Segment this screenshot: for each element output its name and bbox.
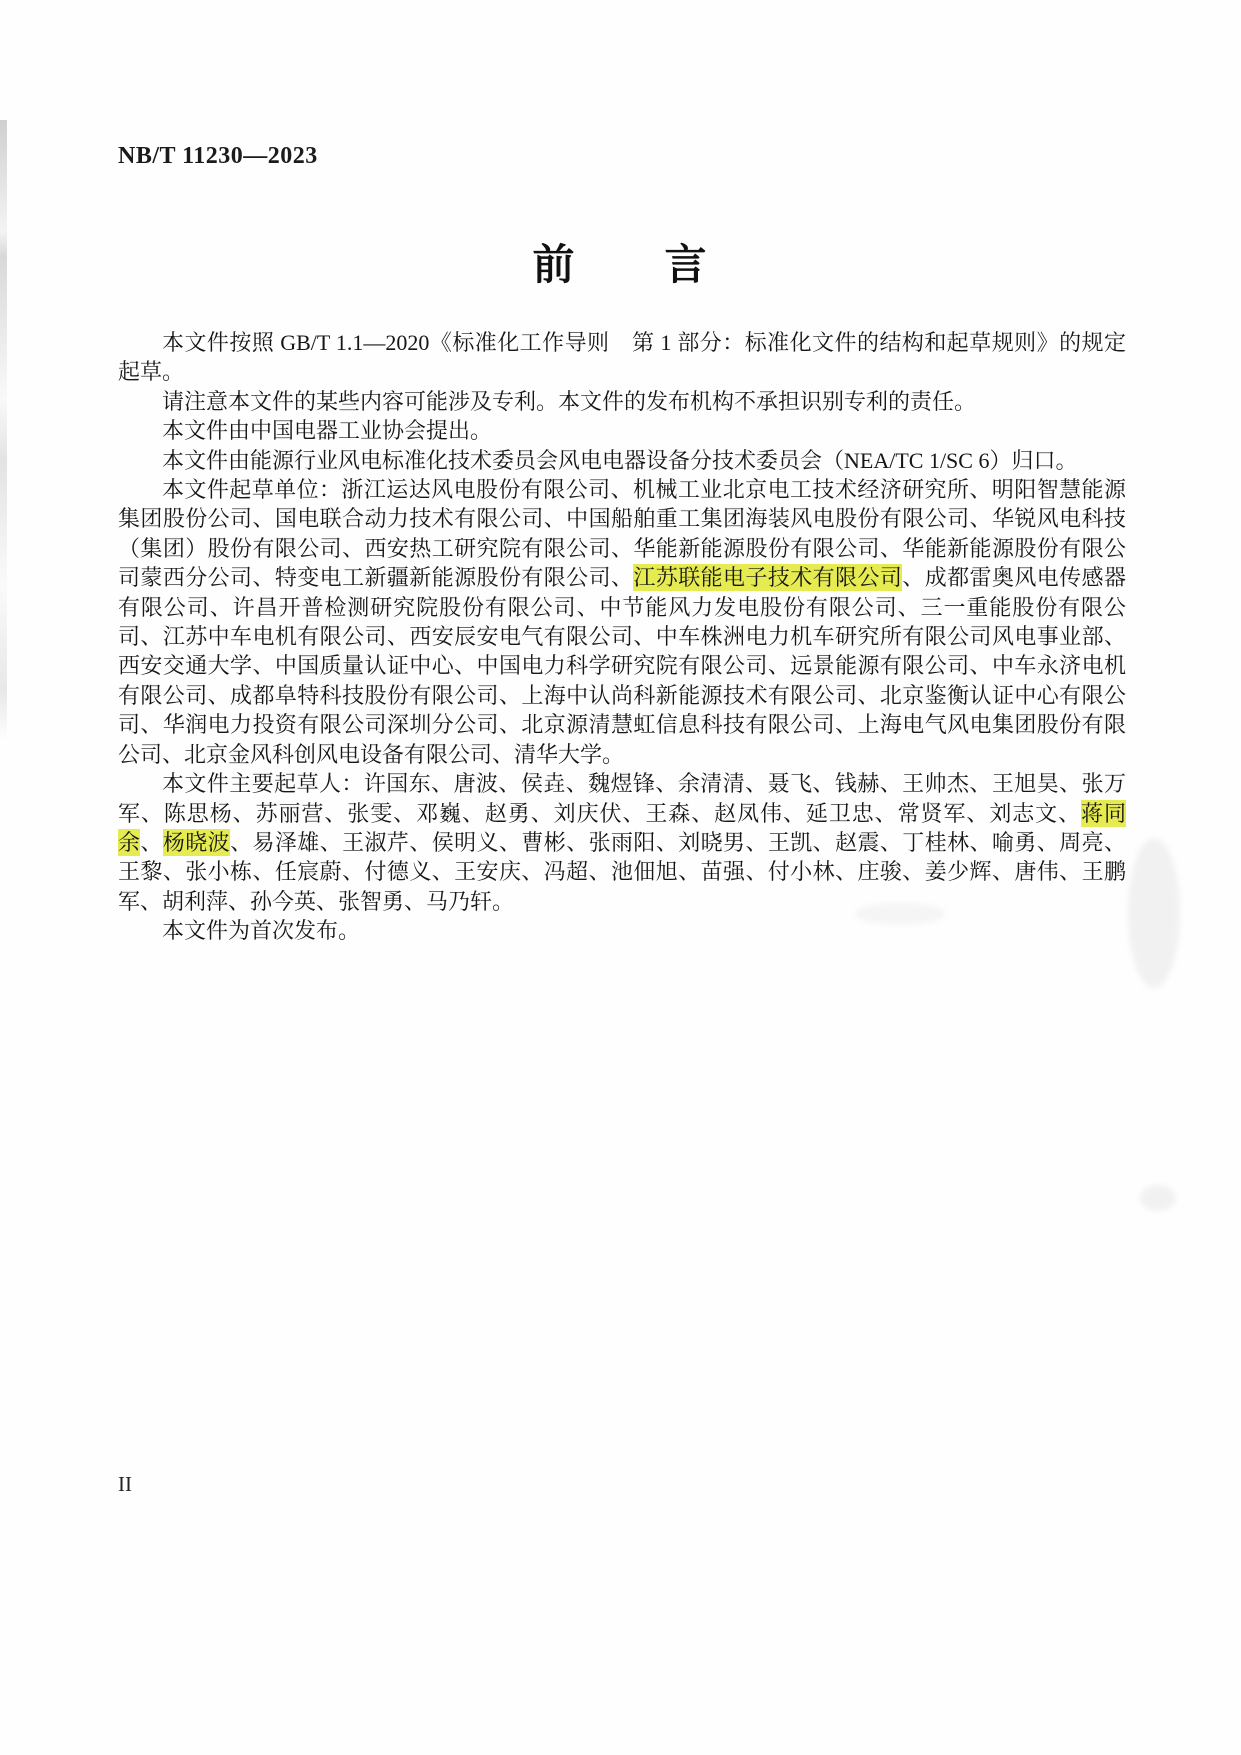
paragraph-drafting-basis (118, 328, 1126, 387)
highlighted-company-name: 江苏联能电子技术有限公司 (633, 565, 903, 591)
paragraph-text: 请注意本文件的某些内容可能涉及专利。本文件的发布机构不承担识别专利的责任。 (162, 388, 977, 414)
highlighted-drafter-name: 蒋同余 (118, 800, 1126, 855)
paragraph-text: 本文件按照 GB/T 1.1—2020《标准化工作导则 第 1 部分：标准化文件的结构和起草规则》的规定起草。 (118, 330, 1126, 385)
paragraph-patent-notice (118, 387, 1126, 416)
scan-smudge-artifact (1140, 1185, 1176, 1211)
standard-code-header: NB/T 11230—2023 (118, 143, 318, 169)
paragraph-text: 、 (140, 829, 163, 855)
foreword-body (118, 328, 1126, 946)
page-title-foreword: 前 言 (532, 240, 709, 289)
paragraph-text: 本文件由能源行业风电标准化技术委员会风电电器设备分技术委员会（NEA/TC 1/SC 6）归口。 (162, 447, 1078, 473)
paragraph-drafting-organizations (118, 475, 1126, 769)
paragraph-proposer (118, 416, 1126, 445)
paragraph-first-issue (118, 916, 1126, 945)
scan-edge-artifact (0, 120, 7, 740)
paragraph-main-drafters (118, 769, 1126, 916)
paragraph-text: 本文件主要起草人：许国东、唐波、侯垚、魏煜锋、余清清、聂飞、钱赫、王帅杰、王旭昊、张万军、陈思杨、苏丽营、张雯、邓巍、赵勇、刘庆伏、王森、赵凤伟、延卫忠、常贤军、刘志文、 (118, 771, 1126, 826)
highlighted-drafter-name: 杨晓波 (162, 829, 231, 855)
paragraph-text: 本文件起草单位：浙江运达风电股份有限公司、机械工业北京电工技术经济研究所、明阳智慧能源集团股份公司、国电联合动力技术有限公司、中国船舶重工集团海装风电股份有限公司、华锐风电科技（集团）股份有限公司、西安热工研究院有限公司、华能新能源股份有限公司、华能新能源股份有限公司蒙西分公司、特变电工新疆新能源股份有限公司、 (118, 477, 1126, 591)
paragraph-jurisdiction (118, 446, 1126, 475)
paragraph-text: 、成都雷奥风电传感器有限公司、许昌开普检测研究院股份有限公司、中节能风力发电股份有限公司、三一重能股份有限公司、江苏中车电机有限公司、西安辰安电气有限公司、中车株洲电力机车研究所有限公司风电事业部、西安交通大学、中国质量认证中心、中国电力科学研究院有限公司、远景能源有限公司、中车永济电机有限公司、成都阜特科技股份有限公司、上海中认尚科新能源技术有限公司、北京鉴衡认证中心有限公司、华润电力投资有限公司深圳分公司、北京源清慧虹信息科技有限公司、上海电气风电集团股份有限公司、北京金风科创风电设备有限公司、清华大学。 (118, 565, 1126, 767)
paragraph-text: 、易泽雄、王淑芹、侯明义、曹彬、张雨阳、刘晓男、王凯、赵震、丁桂林、喻勇、周亮、王黎、张小栋、任宸蔚、付德义、王安庆、冯超、池佃旭、苗强、付小林、庄骏、姜少辉、唐伟、王鹏军、胡利萍、孙今英、张智勇、马乃轩。 (118, 829, 1126, 914)
paragraph-text: 本文件由中国电器工业协会提出。 (162, 418, 493, 444)
page-number: II (118, 1472, 132, 1496)
paragraph-text: 本文件为首次发布。 (162, 918, 361, 944)
scan-smudge-artifact (1128, 838, 1180, 988)
